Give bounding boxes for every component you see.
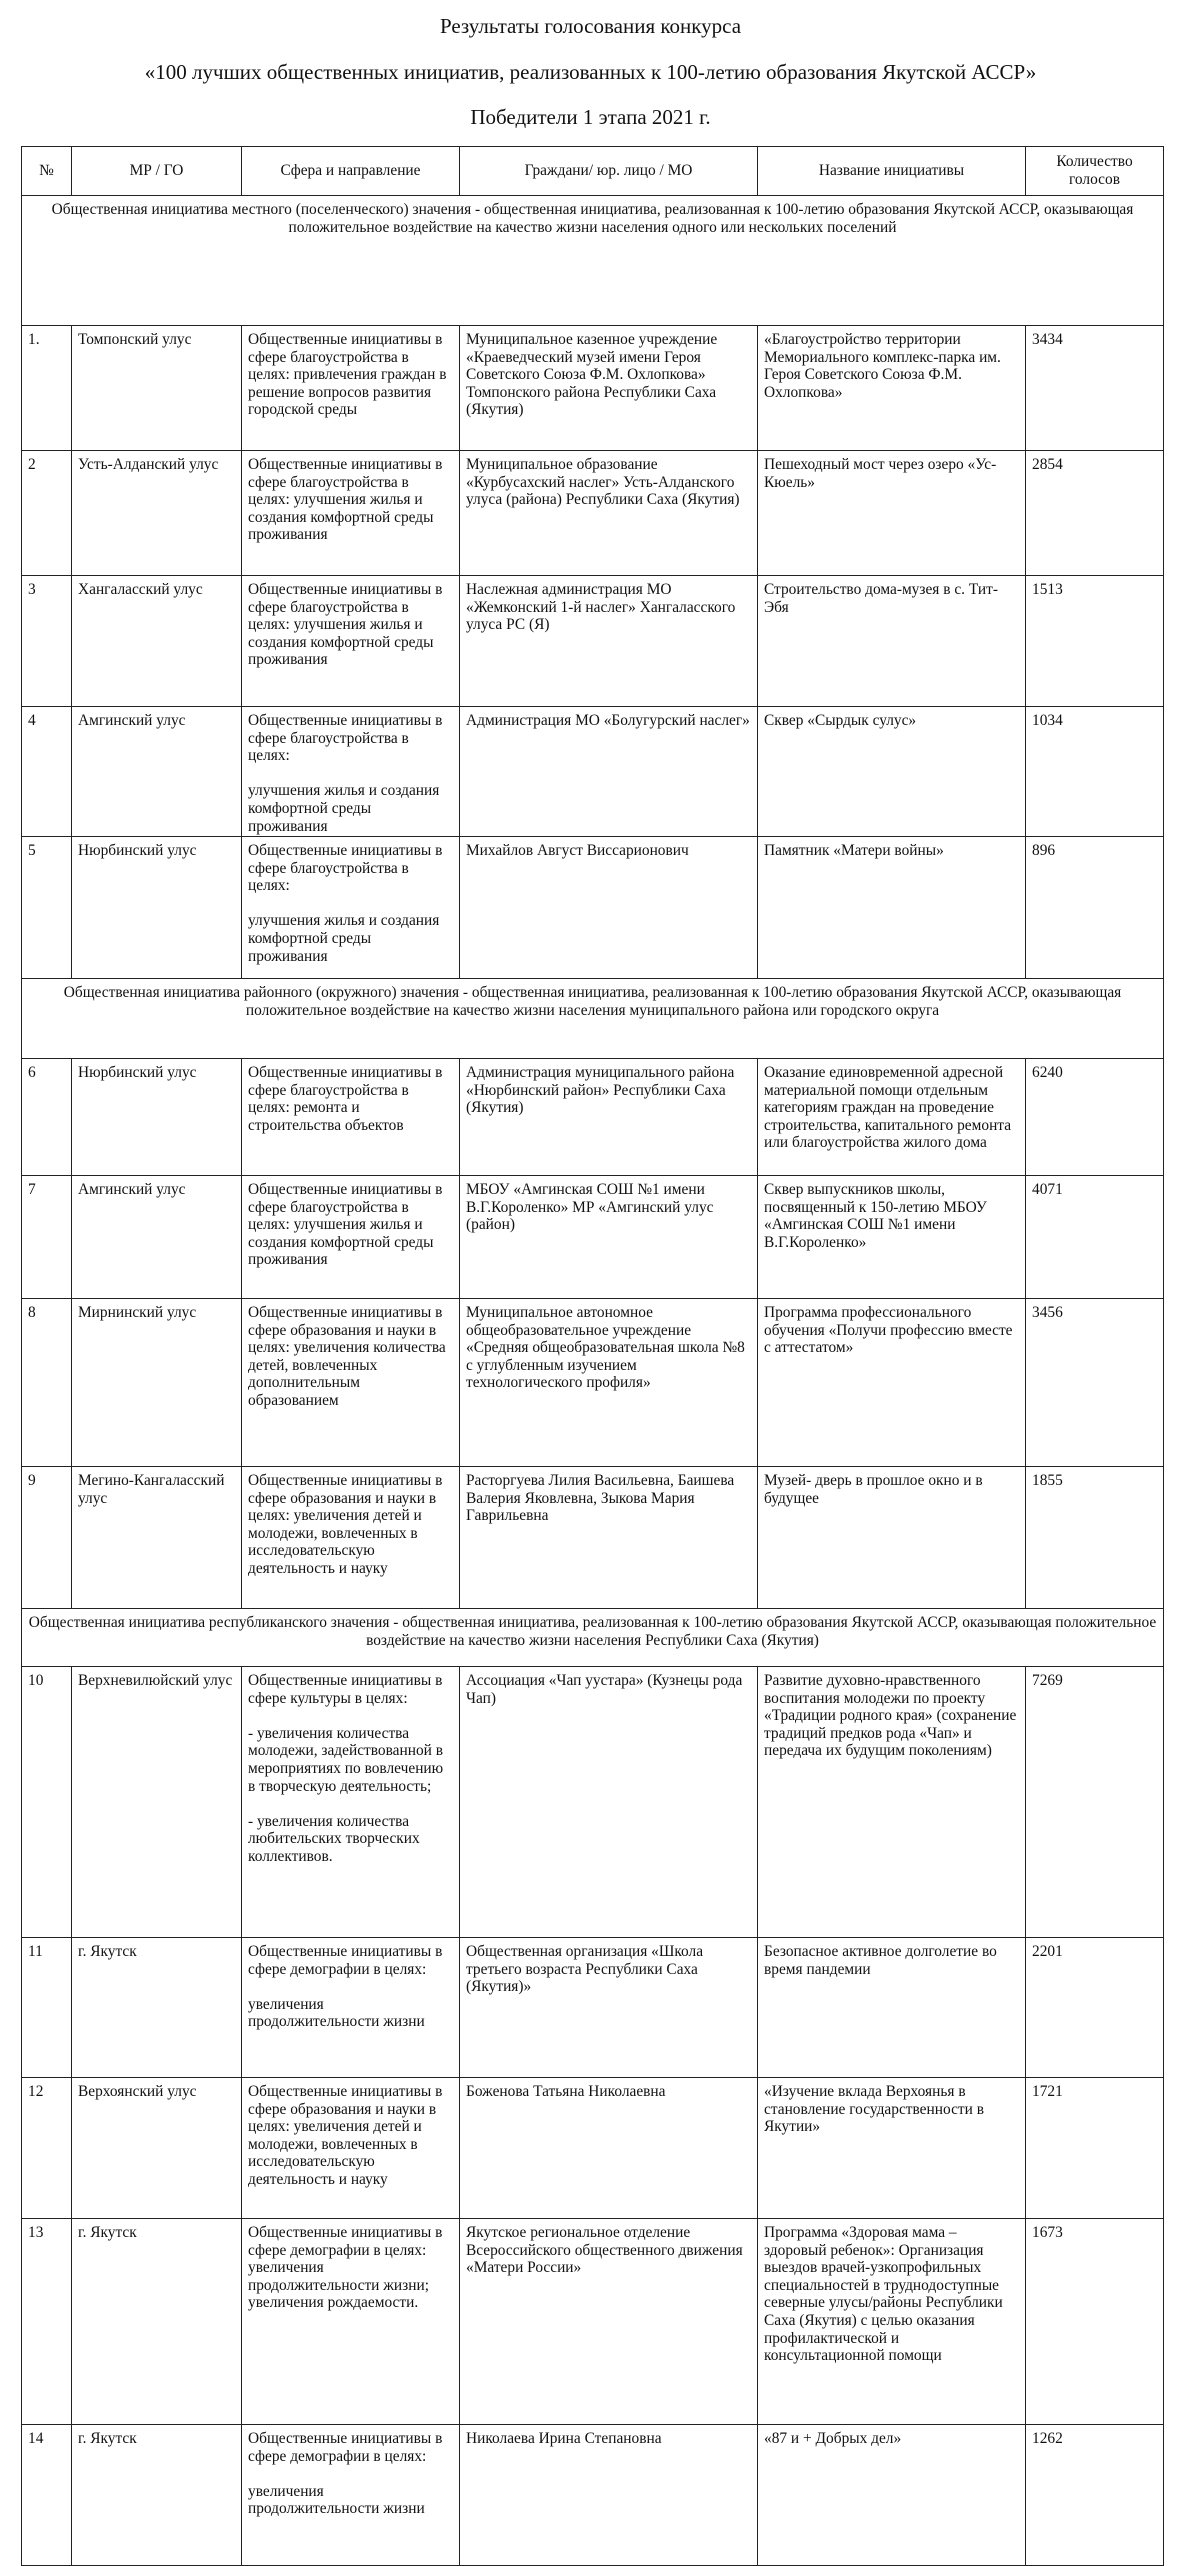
initiative-name: Сквер «Сырдык сулус» bbox=[764, 712, 917, 729]
initiative-name-cell bbox=[758, 2078, 1026, 2219]
initiative-name-cell bbox=[758, 1938, 1026, 2078]
initiative-name: Строительство дома-музея в с. Тит-Эбя bbox=[764, 581, 998, 616]
table-row bbox=[22, 707, 1164, 837]
initiative-name: Памятник «Матери войны» bbox=[764, 842, 944, 859]
vote-count: 1673 bbox=[1032, 2224, 1063, 2241]
municipality: Нюрбинский улус bbox=[78, 1064, 197, 1081]
citizen-organization: Администрация МО «Болугурский наслег» bbox=[466, 712, 750, 729]
initiative-name: Программа профессионального обучения «Получи профессию вместе с аттестатом» bbox=[764, 1304, 1013, 1357]
header-num: № bbox=[22, 147, 72, 196]
sphere-direction-cell bbox=[242, 576, 460, 707]
sphere-direction-cell bbox=[242, 1667, 460, 1938]
vote-count: 7269 bbox=[1032, 1672, 1063, 1689]
initiative-name-cell bbox=[758, 1467, 1026, 1609]
initiative-name: Музей- дверь в прошлое окно и в будущее bbox=[764, 1472, 983, 1507]
row-number-cell bbox=[22, 1938, 72, 2078]
vote-count-cell bbox=[1026, 707, 1164, 837]
citizen-organization-cell bbox=[460, 1467, 758, 1609]
initiative-name-cell bbox=[758, 1176, 1026, 1299]
citizen-organization-cell bbox=[460, 1176, 758, 1299]
row-number-cell bbox=[22, 2078, 72, 2219]
sphere-direction: Общественные инициативы в сфере демографии в целях: увеличения продолжительности жизни bbox=[248, 1943, 443, 2031]
citizen-organization: Муниципальное автономное общеобразовательное учреждение «Средняя общеобразовательная школа №8 с углубленным изучением технологического профиля» bbox=[466, 1304, 745, 1392]
initiative-name-cell bbox=[758, 837, 1026, 979]
vote-count-cell bbox=[1026, 2425, 1164, 2566]
sphere-direction-cell bbox=[242, 837, 460, 979]
header-citizen: Граждани/ юр. лицо / МО bbox=[460, 147, 758, 196]
table-row bbox=[22, 1938, 1164, 2078]
row-number-cell bbox=[22, 1467, 72, 1609]
row-number: 9 bbox=[28, 1472, 36, 1489]
municipality-cell bbox=[72, 2078, 242, 2219]
table-row bbox=[22, 2219, 1164, 2425]
row-number-cell bbox=[22, 2219, 72, 2425]
municipality: Мирнинский улус bbox=[78, 1304, 197, 1321]
sphere-direction: Общественные инициативы в сфере благоустройства в целях: улучшения жилья и создания комфортной среды проживания bbox=[248, 712, 443, 835]
initiative-name-cell bbox=[758, 2425, 1026, 2566]
sphere-direction: Общественные инициативы в сфере благоустройства в целях: улучшения жилья и создания комфортной среды проживания bbox=[248, 842, 443, 965]
row-number-cell bbox=[22, 2425, 72, 2566]
row-number-cell bbox=[22, 1667, 72, 1938]
initiative-name: Программа «Здоровая мама – здоровый ребенок»: Организация выездов врачей-узкопрофильных специальностей в труднодоступные северные улусы/районы Республики Саха (Якутия) с целью оказания профилактической и консультационной помощи bbox=[764, 2224, 1003, 2365]
vote-count: 1034 bbox=[1032, 712, 1063, 729]
citizen-organization: Муниципальное казенное учреждение «Краеведческий музей имени Героя Советского Союза Ф.М. Охлопкова» Томпонского района Республики Саха (Якутия) bbox=[466, 331, 718, 419]
initiative-name: Безопасное активное долголетие во время пандемии bbox=[764, 1943, 997, 1978]
vote-count-cell bbox=[1026, 2078, 1164, 2219]
vote-count: 1855 bbox=[1032, 1472, 1063, 1489]
municipality-cell bbox=[72, 2219, 242, 2425]
municipality: Мегино-Кангаласский улус bbox=[78, 1472, 225, 1507]
municipality: Нюрбинский улус bbox=[78, 842, 197, 859]
sphere-direction: Общественные инициативы в сфере образования и науки в целях: увеличения детей и молодежи, вовлеченных в исследовательскую деятельность и науку bbox=[248, 2083, 443, 2188]
municipality-cell bbox=[72, 326, 242, 451]
vote-count: 2201 bbox=[1032, 1943, 1063, 1960]
citizen-organization-cell bbox=[460, 1059, 758, 1176]
initiative-name-cell bbox=[758, 1059, 1026, 1176]
sphere-direction: Общественные инициативы в сфере благоустройства в целях: улучшения жилья и создания комфортной среды проживания bbox=[248, 456, 443, 544]
vote-count-cell bbox=[1026, 1176, 1164, 1299]
contest-name: «100 лучших общественных инициатив, реализованных к 100-летию образования Якутской АССР» bbox=[144, 60, 1037, 84]
vote-count-cell bbox=[1026, 576, 1164, 707]
citizen-organization: Боженова Татьяна Николаевна bbox=[466, 2083, 666, 2100]
table-row bbox=[22, 1467, 1164, 1609]
citizen-organization: Ассоциация «Чап уустара» (Кузнецы рода Чап) bbox=[466, 1672, 743, 1707]
row-number-cell bbox=[22, 837, 72, 979]
sphere-direction-cell bbox=[242, 2219, 460, 2425]
citizen-organization: Наслежная администрация МО «Жемконский 1-й наслег» Хангаласского улуса РС (Я) bbox=[466, 581, 736, 634]
municipality-cell bbox=[72, 1667, 242, 1938]
initiative-name: Развитие духовно-нравственного воспитания молодежи по проекту «Традиции родного края» (сохранение традиций предков рода «Чап» и передача их будущим поколениям) bbox=[764, 1672, 1017, 1760]
table-body bbox=[22, 196, 1164, 2566]
row-number: 12 bbox=[28, 2083, 44, 2100]
citizen-organization-cell bbox=[460, 2078, 758, 2219]
vote-count: 6240 bbox=[1032, 1064, 1063, 1081]
citizen-organization: Якутское региональное отделение Всероссийского общественного движения «Матери России» bbox=[466, 2224, 743, 2277]
initiative-name-cell bbox=[758, 1667, 1026, 1938]
initiative-name-cell bbox=[758, 326, 1026, 451]
section-title: Общественная инициатива республиканского значения - общественная инициатива, реализованная к 100-летию образования Якутской АССР, оказывающая положительное воздействие на качество жизни населения Республики Саха (Якутия) bbox=[22, 1609, 1164, 1667]
citizen-organization: Расторгуева Лилия Васильевна, Баишева Валерия Яковлевна, Зыкова Мария Гаврильевна bbox=[466, 1472, 735, 1525]
initiative-name-cell bbox=[758, 707, 1026, 837]
vote-count: 1721 bbox=[1032, 2083, 1063, 2100]
row-number-cell bbox=[22, 1176, 72, 1299]
vote-count-cell bbox=[1026, 451, 1164, 576]
sphere-direction: Общественные инициативы в сфере образования и науки в целях: увеличения детей и молодежи, вовлеченных в исследовательскую деятельность и науку bbox=[248, 1472, 443, 1577]
municipality-cell bbox=[72, 1467, 242, 1609]
row-number: 6 bbox=[28, 1064, 36, 1081]
sphere-direction: Общественные инициативы в сфере демографии в целях: увеличения продолжительности жизни bbox=[248, 2430, 443, 2518]
table-header-row bbox=[22, 147, 1164, 196]
vote-count-cell bbox=[1026, 1059, 1164, 1176]
row-number: 10 bbox=[28, 1672, 44, 1689]
municipality: Верхневилюйский улус bbox=[78, 1672, 233, 1689]
header-sphere: Сфера и направление bbox=[242, 147, 460, 196]
table-row bbox=[22, 2078, 1164, 2219]
row-number-cell bbox=[22, 576, 72, 707]
municipality-cell bbox=[72, 1176, 242, 1299]
section-header-row bbox=[22, 196, 1164, 326]
table-row bbox=[22, 1667, 1164, 1938]
initiative-name-cell bbox=[758, 2219, 1026, 2425]
row-number: 8 bbox=[28, 1304, 36, 1321]
municipality: Верхоянский улус bbox=[78, 2083, 197, 2100]
sphere-direction: Общественные инициативы в сфере демографии в целях: увеличения продолжительности жизни; увеличения рождаемости. bbox=[248, 2224, 443, 2312]
row-number: 13 bbox=[28, 2224, 44, 2241]
initiative-name-cell bbox=[758, 451, 1026, 576]
vote-count: 4071 bbox=[1032, 1181, 1063, 1198]
municipality: Амгинский улус bbox=[78, 1181, 186, 1198]
sphere-direction-cell bbox=[242, 1467, 460, 1609]
municipality-cell bbox=[72, 1299, 242, 1467]
citizen-organization-cell bbox=[460, 1667, 758, 1938]
table-row bbox=[22, 451, 1164, 576]
section-header-row bbox=[22, 979, 1164, 1059]
row-number: 1. bbox=[28, 331, 40, 348]
sphere-direction-cell bbox=[242, 451, 460, 576]
citizen-organization-cell bbox=[460, 707, 758, 837]
citizen-organization: Николаева Ирина Степановна bbox=[466, 2430, 662, 2447]
table-row bbox=[22, 1059, 1164, 1176]
row-number: 14 bbox=[28, 2430, 44, 2447]
initiative-name: Оказание единовременной адресной материальной помощи отдельным категориям граждан на проведение строительства, капитального ремонта или благоустройства жилого дома bbox=[764, 1064, 1012, 1152]
initiative-name: «Благоустройство территории Мемориального комплекс-парка им. Героя Советского Союза Ф.М. Охлопкова» bbox=[764, 331, 1001, 401]
vote-count: 2854 bbox=[1032, 456, 1063, 473]
row-number: 7 bbox=[28, 1181, 36, 1198]
municipality: г. Якутск bbox=[78, 1943, 137, 1960]
section-title: Общественная инициатива районного (окружного) значения - общественная инициатива, реализованная к 100-летию образования Якутской АССР, оказывающая положительное воздействие на качество жизни населения муниципального района или городского округа bbox=[22, 979, 1164, 1059]
sphere-direction-cell bbox=[242, 707, 460, 837]
municipality-cell bbox=[72, 707, 242, 837]
citizen-organization: Общественная организация «Школа третьего возраста Республики Саха (Якутия)» bbox=[466, 1943, 704, 1996]
municipality-cell bbox=[72, 837, 242, 979]
municipality: г. Якутск bbox=[78, 2430, 137, 2447]
sphere-direction: Общественные инициативы в сфере благоустройства в целях: ремонта и строительства объектов bbox=[248, 1064, 443, 1134]
table-row bbox=[22, 1299, 1164, 1467]
citizen-organization-cell bbox=[460, 2425, 758, 2566]
initiative-name: Пешеходный мост через озеро «Ус-Кюель» bbox=[764, 456, 997, 491]
sphere-direction-cell bbox=[242, 2425, 460, 2566]
municipality: Усть-Алданский улус bbox=[78, 456, 219, 473]
sphere-direction: Общественные инициативы в сфере благоустройства в целях: привлечения граждан в решение вопросов развития городской среды bbox=[248, 331, 447, 419]
sphere-direction: Общественные инициативы в сфере благоустройства в целях: улучшения жилья и создания комфортной среды проживания bbox=[248, 581, 443, 669]
initiative-name: Сквер выпускников школы, посвященный к 150-летию МБОУ «Амгинская СОШ №1 имени В.Г.Короленко» bbox=[764, 1181, 987, 1251]
municipality: Томпонский улус bbox=[78, 331, 192, 348]
municipality: Амгинский улус bbox=[78, 712, 186, 729]
municipality-cell bbox=[72, 1059, 242, 1176]
row-number: 3 bbox=[28, 581, 36, 598]
sphere-direction: Общественные инициативы в сфере благоустройства в целях: улучшения жилья и создания комфортной среды проживания bbox=[248, 1181, 443, 1269]
header-initiative: Название инициативы bbox=[758, 147, 1026, 196]
citizen-organization: Михайлов Август Виссарионович bbox=[466, 842, 689, 859]
sphere-direction-cell bbox=[242, 2078, 460, 2219]
vote-count-cell bbox=[1026, 1667, 1164, 1938]
sphere-direction-cell bbox=[242, 1938, 460, 2078]
header-mr: МР / ГО bbox=[72, 147, 242, 196]
vote-count-cell bbox=[1026, 1467, 1164, 1609]
section-title: Общественная инициатива местного (поселенческого) значения - общественная инициатива, реализованная к 100-летию образования Якутской АССР, оказывающая положительное воздействие на качество жизни населения одного или нескольких поселений bbox=[22, 196, 1164, 326]
municipality-cell bbox=[72, 451, 242, 576]
citizen-organization-cell bbox=[460, 2219, 758, 2425]
row-number-cell bbox=[22, 326, 72, 451]
citizen-organization: Муниципальное образование «Курбусахский наслег» Усть-Алданского улуса (района) Республики Саха (Якутия) bbox=[466, 456, 740, 509]
citizen-organization-cell bbox=[460, 451, 758, 576]
row-number-cell bbox=[22, 1299, 72, 1467]
vote-count-cell bbox=[1026, 2219, 1164, 2425]
citizen-organization-cell bbox=[460, 1938, 758, 2078]
vote-count: 3456 bbox=[1032, 1304, 1063, 1321]
section-header-row bbox=[22, 1609, 1164, 1667]
sphere-direction: Общественные инициативы в сфере культуры в целях: - увеличения количества молодежи, задействованной в мероприятиях по вовлечению в творческую деятельность; - увеличения количества любительских творческих коллективов. bbox=[248, 1672, 444, 1865]
vote-count-cell bbox=[1026, 1299, 1164, 1467]
vote-count: 896 bbox=[1032, 842, 1056, 859]
municipality: Хангаласский улус bbox=[78, 581, 203, 598]
citizen-organization-cell bbox=[460, 326, 758, 451]
results-table bbox=[21, 146, 1164, 2566]
municipality-cell bbox=[72, 1938, 242, 2078]
table-row bbox=[22, 326, 1164, 451]
vote-count-cell bbox=[1026, 837, 1164, 979]
row-number: 4 bbox=[28, 712, 36, 729]
sphere-direction-cell bbox=[242, 326, 460, 451]
vote-count-cell bbox=[1026, 1938, 1164, 2078]
sphere-direction-cell bbox=[242, 1059, 460, 1176]
initiative-name-cell bbox=[758, 1299, 1026, 1467]
citizen-organization-cell bbox=[460, 1299, 758, 1467]
row-number-cell bbox=[22, 707, 72, 837]
initiative-name-cell bbox=[758, 576, 1026, 707]
vote-count-cell bbox=[1026, 326, 1164, 451]
row-number: 2 bbox=[28, 456, 36, 473]
table-row bbox=[22, 2425, 1164, 2566]
sphere-direction: Общественные инициативы в сфере образования и науки в целях: увеличения количества детей, вовлеченных дополнительным образованием bbox=[248, 1304, 446, 1409]
municipality-cell bbox=[72, 2425, 242, 2566]
vote-count: 3434 bbox=[1032, 331, 1063, 348]
stage-subtitle: Победители 1 этапа 2021 г. bbox=[470, 105, 711, 129]
table-row bbox=[22, 837, 1164, 979]
municipality-cell bbox=[72, 576, 242, 707]
row-number: 11 bbox=[28, 1943, 43, 1960]
sphere-direction-cell bbox=[242, 1299, 460, 1467]
initiative-name: «Изучение вклада Верхоянья в становление государственности в Якутии» bbox=[764, 2083, 984, 2136]
sphere-direction-cell bbox=[242, 1176, 460, 1299]
citizen-organization: Администрация муниципального района «Нюрбинский район» Республики Саха (Якутия) bbox=[466, 1064, 735, 1117]
citizen-organization-cell bbox=[460, 576, 758, 707]
citizen-organization-cell bbox=[460, 837, 758, 979]
table-row bbox=[22, 1176, 1164, 1299]
vote-count: 1513 bbox=[1032, 581, 1063, 598]
document-title: Результаты голосования конкурса bbox=[439, 14, 742, 38]
initiative-name: «87 и + Добрых дел» bbox=[764, 2430, 902, 2447]
header-votes: Количество голосов bbox=[1026, 147, 1164, 196]
table-row bbox=[22, 576, 1164, 707]
citizen-organization: МБОУ «Амгинская СОШ №1 имени В.Г.Короленко» МР «Амгинский улус (район) bbox=[466, 1181, 714, 1234]
vote-count: 1262 bbox=[1032, 2430, 1063, 2447]
municipality: г. Якутск bbox=[78, 2224, 137, 2241]
row-number-cell bbox=[22, 1059, 72, 1176]
row-number: 5 bbox=[28, 842, 36, 859]
row-number-cell bbox=[22, 451, 72, 576]
